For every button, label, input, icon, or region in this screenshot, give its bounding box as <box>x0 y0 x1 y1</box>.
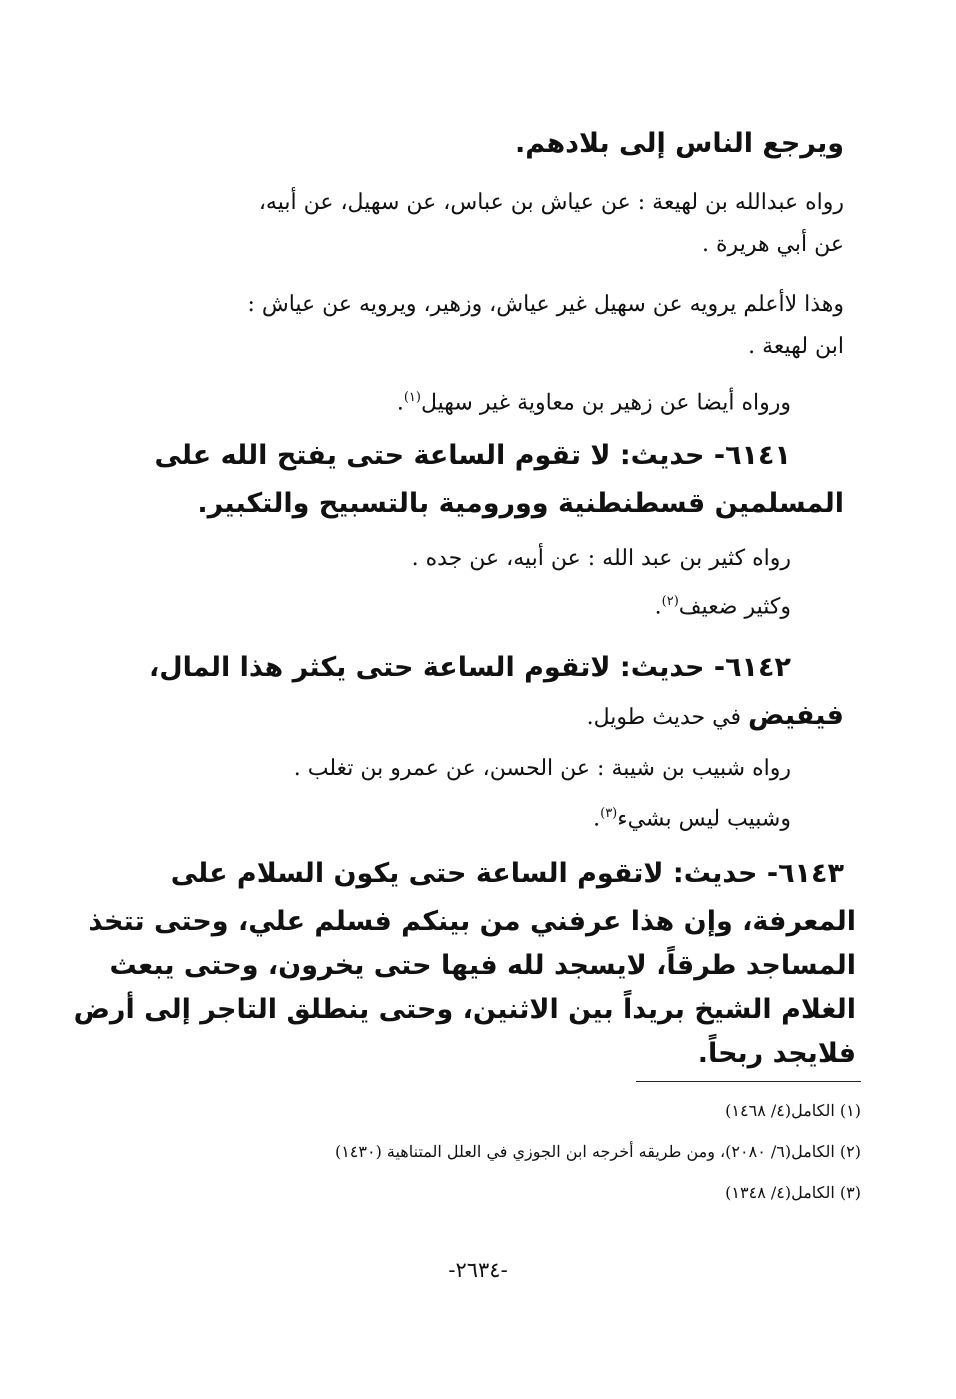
hadith-heading: ٦١٤١- حديث: لا تقوم الساعة حتى يفتح الله على <box>154 440 791 471</box>
footnote: (٣) الكامل(٤/ ١٣٤٨) <box>725 1183 861 1202</box>
text-run: في حديث طويل. <box>586 705 748 730</box>
text-run: . <box>654 594 662 620</box>
footnote: (١) الكامل(٤/ ١٤٦٨) <box>725 1101 861 1120</box>
text-line <box>593 806 791 831</box>
text-line <box>655 594 791 619</box>
text-line: رواه كثير بن عبد الله : عن أبيه، عن جده . <box>411 546 791 571</box>
text-run: ورواه أيضا عن زهير بن معاوية غير سهيل <box>420 390 791 416</box>
footnote-ref: (٢) <box>661 594 679 609</box>
hadith-heading: ٦١٤٢- حديث: لاتقوم الساعة حتى يكثر هذا المال، <box>148 652 791 683</box>
text-line: رواه شبيب بن شيبة : عن الحسن، عن عمرو بن تغلب . <box>293 756 791 781</box>
hadith-text: المسلمين قسطنطنية وورومية بالتسبيح والتكبير. <box>197 488 844 519</box>
text-run: وكثير ضعيف <box>678 594 791 620</box>
text-run: . <box>396 390 404 416</box>
hadith-heading: ٦١٤٣- حديث: لاتقوم الساعة حتى يكون السلام على <box>170 858 844 889</box>
hadith-text: فلايجد ربحاً. <box>697 1038 856 1069</box>
text-run: وشبيب ليس بشيء <box>617 806 791 832</box>
footnote-ref: (٣) <box>600 806 618 821</box>
hadith-text: المساجد طرقاً، لايسجد لله فيها حتى يخرون، وحتى يبعث <box>109 950 856 981</box>
hadith-text <box>587 700 844 731</box>
footnote-divider <box>636 1081 861 1082</box>
text-run: . <box>593 806 601 832</box>
footnote: (٢) الكامل(٦/ ٢٠٨٠)، ومن طريقه أخرجه ابن الجوزي في العلل المتناهية (١٤٣٠) <box>334 1142 861 1161</box>
text-line: رواه عبدالله بن لهيعة : عن عياش بن عباس، عن سهيل، عن أبيه، <box>258 190 844 215</box>
text-line: وهذا لاأعلم يرويه عن سهيل غير عياش، وزهير، ويرويه عن عياش : <box>247 292 844 317</box>
footnote-ref: (١) <box>403 390 421 405</box>
hadith-text: الغلام الشيخ بريداً بين الاثنين، وحتى ينطلق التاجر إلى أرض <box>73 994 856 1025</box>
text-line: عن أبي هريرة . <box>702 232 844 257</box>
text-run-bold: فيفيض <box>748 700 844 731</box>
text-line: ابن لهيعة . <box>748 334 844 359</box>
text-line <box>397 390 791 415</box>
hadith-text: المعرفة، وإن هذا عرفني من بينكم فسلم علي، وحتى تتخذ <box>88 906 856 937</box>
text-line: ويرجع الناس إلى بلادهم. <box>515 128 844 159</box>
page-number: -٢٦٣٤- <box>448 1258 508 1282</box>
